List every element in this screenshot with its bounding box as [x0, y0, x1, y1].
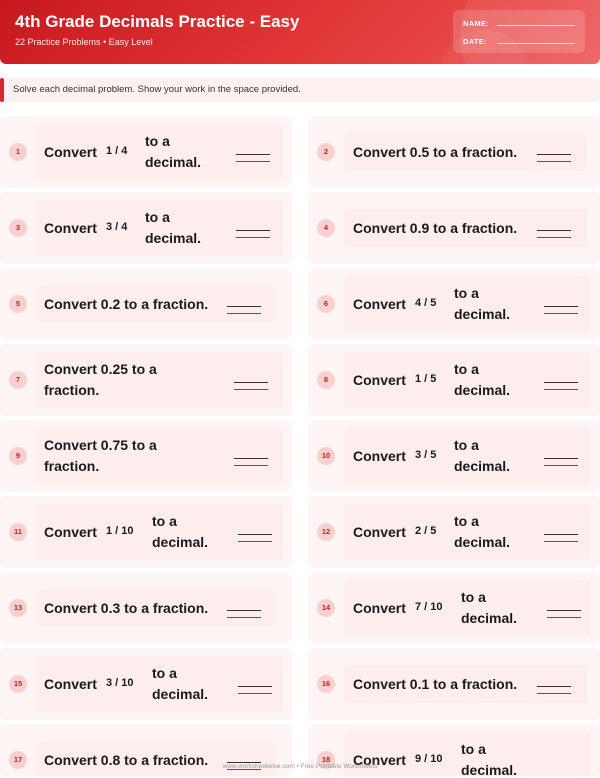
problem-card: [0, 192, 292, 264]
question-text: decimal.: [454, 534, 511, 550]
problem-number: 18: [317, 751, 335, 769]
answer-blank[interactable]: [544, 458, 578, 466]
question-text: Convert: [353, 372, 406, 388]
question-text: to a: [454, 513, 479, 529]
problem-number: 11: [9, 523, 27, 541]
question-text: decimal.: [454, 458, 511, 474]
question-text: Convert: [353, 448, 406, 464]
problem-card: [308, 344, 600, 416]
question-text: Convert 0.8 to a fraction.: [44, 752, 209, 768]
problem-card: [308, 420, 600, 492]
problem-number: 15: [9, 675, 27, 693]
question-text: Convert: [44, 524, 97, 540]
answer-blank[interactable]: [544, 534, 578, 542]
question-text: decimal.: [461, 762, 518, 778]
problem-box: [344, 580, 591, 636]
question-text: to a: [145, 209, 170, 225]
problem-box: [344, 504, 589, 560]
fraction: 9 / 10: [415, 753, 443, 765]
problem-card: [0, 268, 292, 340]
instructions-text: Solve each decimal problem. Show your work in the space provided.: [13, 84, 301, 95]
problem-number: 3: [9, 219, 27, 237]
fraction: 2 / 5: [415, 525, 437, 537]
problem-card: [308, 268, 600, 340]
name-label: NAME:: [463, 19, 490, 28]
answer-blank[interactable]: [544, 382, 578, 390]
question-text: Convert: [353, 600, 406, 616]
answer-blank[interactable]: [236, 230, 270, 238]
problem-box: [36, 200, 283, 256]
problem-number: 1: [9, 143, 27, 161]
fraction: 1 / 10: [106, 525, 134, 537]
answer-blank[interactable]: [227, 306, 261, 314]
question-text: to a: [454, 437, 479, 453]
question-text: to a: [145, 133, 170, 149]
question-text: decimal.: [152, 686, 209, 702]
problem-number: 8: [317, 371, 335, 389]
problem-box: [344, 209, 587, 247]
question-text: to a: [461, 589, 486, 605]
problem-box: [36, 504, 283, 560]
page-subtitle: 22 Practice Problems • Easy Level: [15, 37, 153, 47]
answer-blank[interactable]: [227, 610, 261, 618]
question-text: fraction.: [44, 382, 100, 398]
fraction: 7 / 10: [415, 601, 443, 613]
question-text: Convert: [353, 296, 406, 312]
problem-card: [308, 116, 600, 188]
problem-box: [344, 428, 589, 484]
answer-blank[interactable]: [537, 154, 571, 162]
problem-box: [344, 133, 587, 171]
question-text: Convert 0.75 to a: [44, 437, 157, 453]
question-text: Convert 0.3 to a fraction.: [44, 600, 209, 616]
question-text: Convert 0.5 to a fraction.: [353, 144, 518, 160]
name-field[interactable]: [497, 25, 575, 26]
instructions-banner: [0, 78, 600, 102]
problem-card: [0, 648, 292, 720]
page-title: 4th Grade Decimals Practice - Easy: [15, 12, 300, 31]
problem-number: 9: [9, 447, 27, 465]
question-text: Convert 0.25 to a: [44, 361, 157, 377]
question-text: Convert: [44, 144, 97, 160]
problem-box: [344, 352, 589, 408]
problem-card: [0, 572, 292, 644]
problem-card: [308, 572, 600, 644]
problem-number: 5: [9, 295, 27, 313]
answer-blank[interactable]: [544, 306, 578, 314]
problem-box: [36, 428, 283, 484]
fraction: 1 / 5: [415, 373, 437, 385]
answer-blank[interactable]: [238, 534, 272, 542]
problem-card: [308, 192, 600, 264]
fraction: 3 / 10: [106, 677, 134, 689]
fraction: 4 / 5: [415, 297, 437, 309]
problem-box: [36, 656, 283, 712]
problem-number: 4: [317, 219, 335, 237]
question-text: to a: [152, 513, 177, 529]
question-text: Convert: [353, 752, 406, 768]
question-text: to a: [461, 741, 486, 757]
question-text: Convert: [44, 676, 97, 692]
date-label: DATE:: [463, 37, 487, 46]
answer-blank[interactable]: [238, 686, 272, 694]
problem-number: 6: [317, 295, 335, 313]
question-text: Convert 0.9 to a fraction.: [353, 220, 518, 236]
problem-card: [0, 344, 292, 416]
answer-blank[interactable]: [537, 230, 571, 238]
problem-number: 7: [9, 371, 27, 389]
question-text: decimal.: [461, 610, 518, 626]
problem-number: 13: [9, 599, 27, 617]
question-text: fraction.: [44, 458, 100, 474]
problem-box: [36, 741, 276, 776]
answer-blank[interactable]: [234, 382, 268, 390]
question-text: decimal.: [152, 534, 209, 550]
question-text: Convert 0.2 to a fraction.: [44, 296, 209, 312]
problem-box: [36, 589, 276, 627]
problem-box: [344, 276, 589, 332]
answer-blank[interactable]: [537, 686, 571, 694]
question-text: decimal.: [145, 230, 202, 246]
question-text: Convert: [44, 220, 97, 236]
fraction: 3 / 4: [106, 221, 128, 233]
problem-card: [0, 420, 292, 492]
problem-card: [0, 496, 292, 568]
question-text: decimal.: [145, 154, 202, 170]
answer-blank[interactable]: [234, 458, 268, 466]
problem-number: 12: [317, 523, 335, 541]
problem-number: 14: [317, 599, 335, 617]
problem-box: [36, 352, 283, 408]
answer-blank[interactable]: [547, 610, 581, 618]
question-text: decimal.: [454, 306, 511, 322]
question-text: to a: [152, 665, 177, 681]
problem-number: 2: [317, 143, 335, 161]
answer-blank[interactable]: [236, 154, 270, 162]
footer-text: www.worksheetwise.com • Free Printable Worksheets: [222, 763, 378, 770]
fraction: 1 / 4: [106, 145, 128, 157]
worksheet-header: [0, 0, 600, 64]
problem-box: [344, 665, 587, 703]
question-text: to a: [454, 361, 479, 377]
name-date-box: [453, 10, 585, 53]
question-text: decimal.: [454, 382, 511, 398]
question-text: to a: [454, 285, 479, 301]
problem-card: [0, 116, 292, 188]
problem-card: [308, 496, 600, 568]
instructions-accent-bar: [0, 78, 4, 102]
date-field[interactable]: [497, 43, 575, 44]
problem-box: [36, 124, 283, 180]
problem-number: 10: [317, 447, 335, 465]
fraction: 3 / 5: [415, 449, 437, 461]
question-text: Convert: [353, 524, 406, 540]
problem-card: [308, 648, 600, 720]
problem-number: 16: [317, 675, 335, 693]
problem-box: [36, 285, 276, 323]
problem-number: 17: [9, 751, 27, 769]
question-text: Convert 0.1 to a fraction.: [353, 676, 518, 692]
